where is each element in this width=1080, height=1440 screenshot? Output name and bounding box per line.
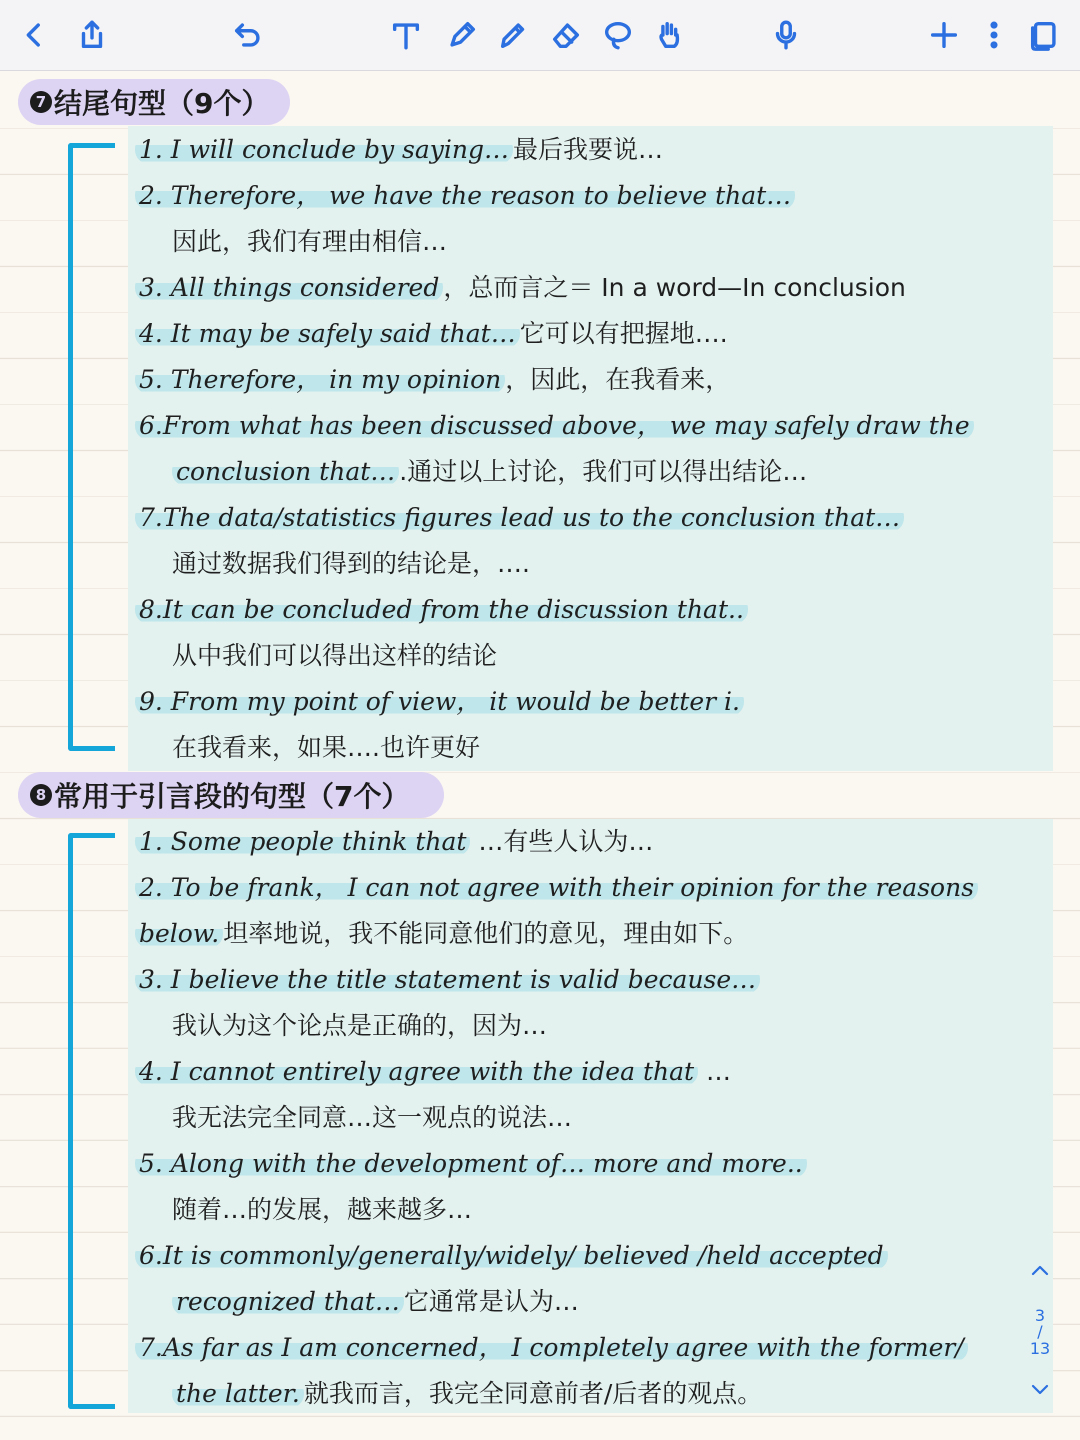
toolbar [0,0,1080,71]
phrase-line [172,636,497,676]
phrase-line [135,960,760,1000]
phrase-translation: 因此，我们有理由相信… [172,227,448,256]
phrase-line [172,452,807,492]
phrase-translation: ，总而言之＝ In a word—In conclusion [443,273,906,302]
phrase-line [172,1190,472,1230]
section-8-title: 常用于引言段的句型（7个） [54,780,410,813]
page-up-icon[interactable] [1020,1262,1060,1282]
highlighted-phrase: 4. It may be safely said that… [135,319,520,348]
phrase-translation: .通过以上讨论，我们可以得出结论… [399,457,808,486]
highlighted-phrase: 3. I believe the title statement is valid because… [135,965,760,994]
phrase-line [135,268,906,308]
phrase-line [135,176,795,216]
text-tool-icon[interactable] [388,17,424,53]
phrase-line [135,1236,888,1276]
page-down-icon[interactable] [1020,1382,1060,1402]
phrase-line [135,314,728,354]
phrase-line [135,822,653,862]
pages-icon[interactable] [1026,17,1062,53]
highlighted-phrase: 6.It is commonly/generally/widely/ believed /held accepted [135,1241,888,1270]
phrase-translation: 最后我要说… [512,135,663,164]
phrase-translation: 坦率地说，我不能同意他们的意见，理由如下。 [223,919,749,948]
highlighted-phrase: conclusion that… [172,457,399,486]
highlighted-phrase: 1. Some people think that [135,827,470,856]
add-icon[interactable] [926,17,962,53]
microphone-icon[interactable] [768,17,804,53]
phrase-line [135,360,730,400]
highlighted-phrase: 7.The data/statistics figures lead us to the conclusion that… [135,503,904,532]
phrase-translation: 在我看来，如果….也许更好 [172,733,480,762]
highlighted-phrase: 2. Therefore， we have the reason to believe that… [135,181,795,210]
phrase-translation: …有些人认为… [470,827,654,856]
phrase-line [135,590,748,630]
phrase-translation: 它通常是认为… [403,1287,579,1316]
highlighted-phrase: 1. I will conclude by saying… [135,135,513,164]
highlighted-phrase: 3. All things considered [135,273,443,302]
highlighted-phrase: recognized that… [172,1287,404,1316]
highlighted-phrase: below. [135,919,223,948]
phrase-line [172,1098,572,1138]
phrase-translation: 我认为这个论点是正确的，因为… [172,1011,548,1040]
phrase-line [172,1006,547,1046]
page-separator: / [1037,1322,1043,1341]
phrase-line [172,1374,762,1414]
phrase-line [135,130,663,170]
more-icon[interactable] [976,17,1012,53]
highlighted-phrase: 4. I cannot entirely agree with the idea that [135,1057,698,1086]
highlighted-phrase: 6.From what has been discussed above， we may safely draw the [135,411,974,440]
phrase-translation: 随着…的发展，越来越多… [172,1195,473,1224]
phrase-line [172,544,530,584]
highlighted-phrase: 5. Along with the development of… more and more.. [135,1149,807,1178]
current-page: 3 [1034,1306,1046,1325]
highlighted-phrase: 9. From my point of view， it would be better i. [135,687,744,716]
highlighted-phrase: 5. Therefore， in my opinion [135,365,505,394]
lasso-icon[interactable] [600,17,636,53]
phrase-line [135,406,974,446]
highlighted-phrase: 8.It can be concluded from the discussion that.. [135,595,748,624]
phrase-line [135,498,904,538]
undo-icon[interactable] [230,17,266,53]
phrase-translation: 我无法完全同意…这一观点的说法… [172,1103,573,1132]
phrase-translation: 就我而言，我完全同意前者/后者的观点。 [303,1379,763,1408]
phrase-line [172,222,447,262]
share-icon[interactable] [74,17,110,53]
phrase-line [135,1144,807,1184]
phrase-translation: ，因此，在我看来， [505,365,731,394]
phrase-translation: … [698,1057,731,1086]
phrase-line [135,914,748,954]
phrase-line [135,1052,731,1092]
phrase-line [172,728,480,768]
back-icon[interactable] [16,17,52,53]
phrase-translation: 通过数据我们得到的结论是，…. [172,549,530,578]
phrase-line [135,682,744,722]
eraser-icon[interactable] [548,17,584,53]
phrase-translation: 它可以有把握地…. [519,319,728,348]
section-8-bracket [68,833,115,1409]
highlighted-phrase: the latter. [172,1379,304,1408]
phrase-line [135,1328,968,1368]
section-7-heading [18,79,290,125]
highlighted-phrase: 7.As far as I am concerned， I completely agree with the former/ [135,1333,968,1362]
section-8-heading [18,772,444,818]
page-indicator [1020,1262,1060,1422]
section-7-title: 结尾句型（9个） [54,87,270,120]
highlighter-icon[interactable] [496,17,532,53]
section-7-bracket [68,143,115,751]
phrase-translation: 从中我们可以得出这样的结论 [172,641,498,670]
phrase-line [172,1282,579,1322]
total-pages: 13 [1029,1339,1051,1358]
section-7-number: 7 [30,91,52,113]
hand-icon[interactable] [652,17,688,53]
pen-icon[interactable] [444,17,480,53]
highlighted-phrase: 2. To be frank， I can not agree with their opinion for the reasons [135,873,978,902]
section-8-number: 8 [30,784,52,806]
phrase-line [135,868,978,908]
